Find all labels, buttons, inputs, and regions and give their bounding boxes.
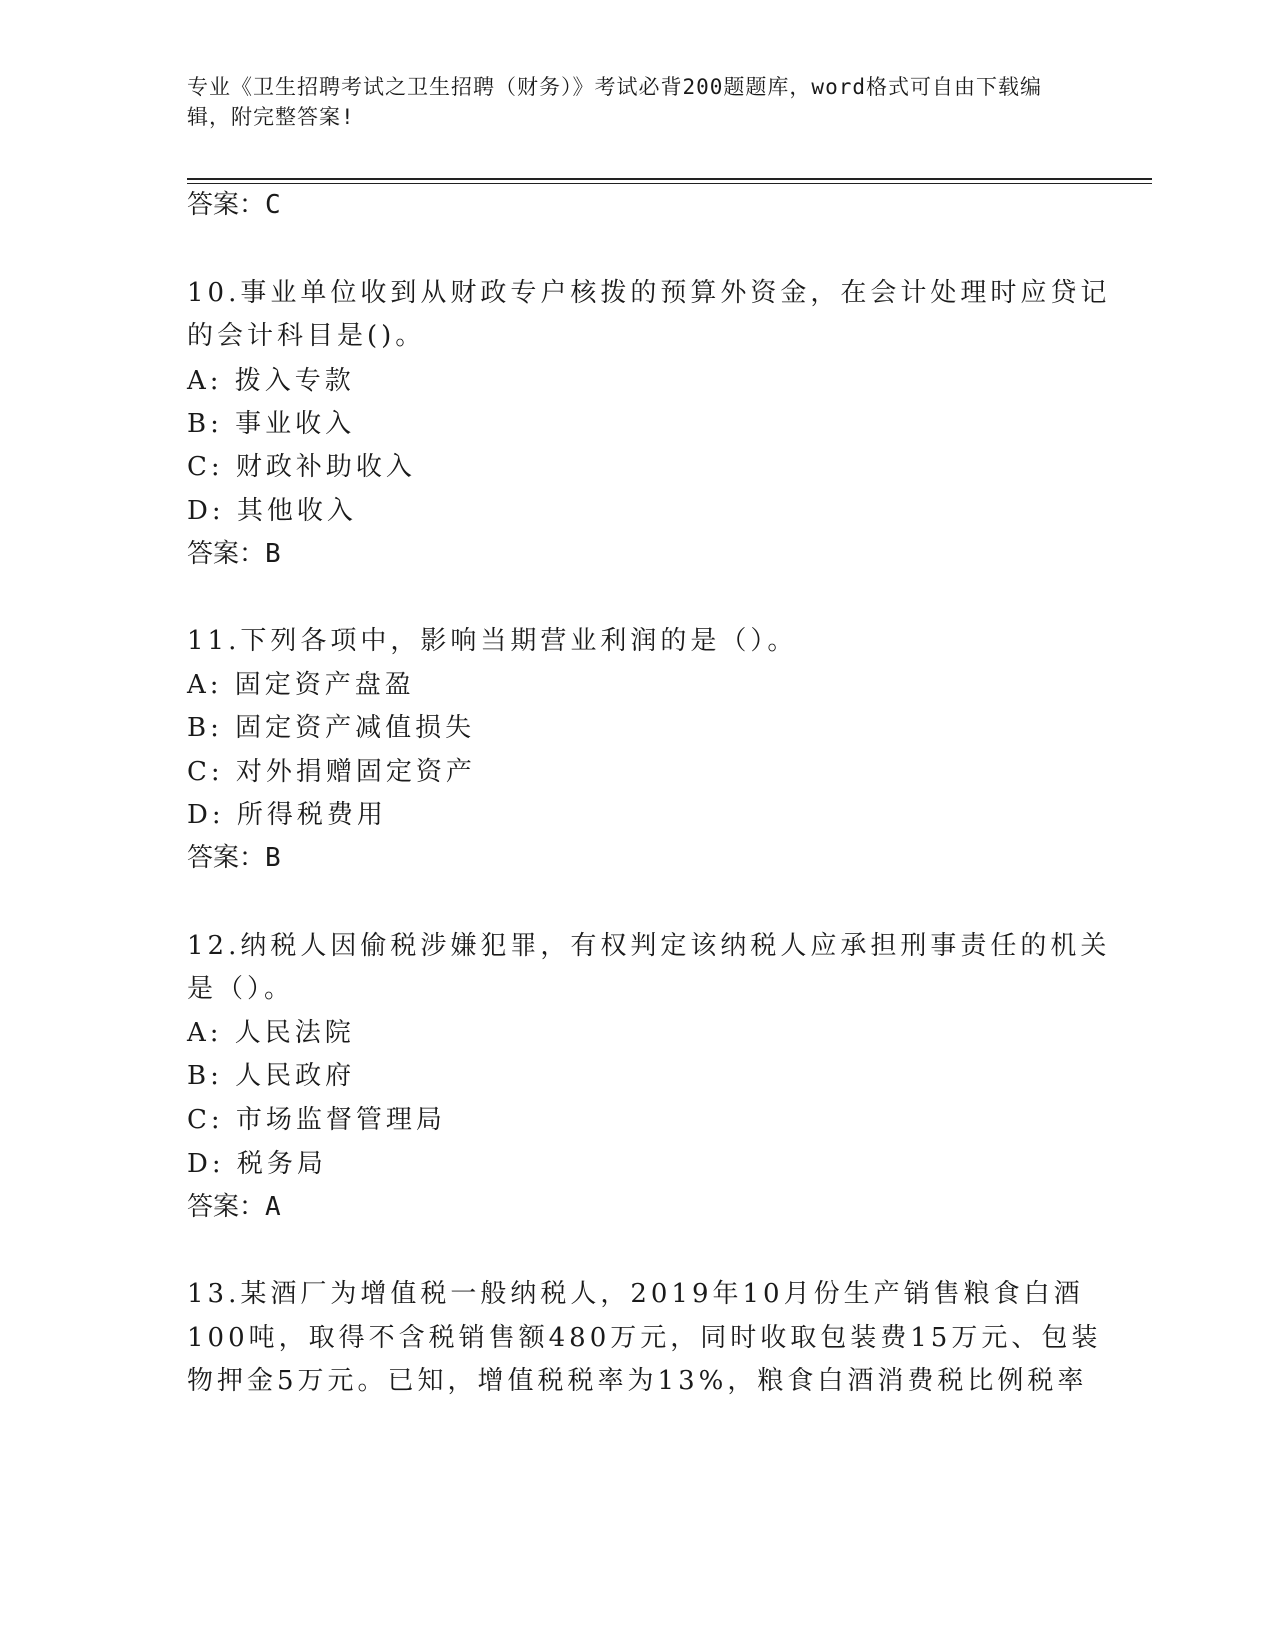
question-12-option-d: D: 税务局	[187, 1149, 327, 1179]
answer-label: 答案：	[187, 539, 266, 569]
question-10-option-a: A: 拨入专款	[187, 366, 355, 396]
question-13-line-1: 13.某酒厂为增值税一般纳税人，2019年10月份生产销售粮食白酒	[187, 1279, 1084, 1309]
answer-value: B	[265, 843, 281, 873]
question-13-line-2: 100吨，取得不含税销售额480万元，同时收取包装费15万元、包装	[187, 1323, 1102, 1353]
question-11-option-b: B: 固定资产减值损失	[187, 713, 476, 743]
question-10-option-d: D: 其他收入	[187, 496, 357, 526]
header-rule-thick	[187, 178, 1152, 180]
question-11-option-a: A: 固定资产盘盈	[187, 670, 415, 700]
question-11-line-1: 11.下列各项中，影响当期营业利润的是（）。	[187, 626, 798, 656]
answer-label: 答案：	[187, 1192, 266, 1222]
question-10-option-b: B: 事业收入	[187, 409, 356, 439]
answer-value: A	[265, 1192, 281, 1222]
question-12-line-1: 12.纳税人因偷税涉嫌犯罪，有权判定该纳税人应承担刑事责任的机关	[187, 931, 1111, 961]
question-12-option-b: B: 人民政府	[187, 1061, 356, 1091]
answer-line	[187, 190, 281, 220]
question-12-line-2: 是（）。	[187, 974, 295, 1004]
question-10-option-c: C: 财政补助收入	[187, 452, 416, 482]
question-12-option-a: A: 人民法院	[187, 1018, 355, 1048]
question-10-line-2: 的会计科目是()。	[187, 321, 426, 351]
question-10-answer	[187, 539, 281, 569]
question-11-option-d: D: 所得税费用	[187, 800, 387, 830]
answer-value: C	[265, 190, 281, 220]
answer-value: B	[265, 539, 281, 569]
answer-label: 答案：	[187, 190, 266, 220]
header-rule-thin	[187, 183, 1152, 184]
question-12-option-c: C: 市场监督管理局	[187, 1105, 446, 1135]
answer-label: 答案：	[187, 843, 266, 873]
question-10-line-1: 10.事业单位收到从财政专户核拨的预算外资金，在会计处理时应贷记	[187, 278, 1111, 308]
document-header: 专业《卫生招聘考试之卫生招聘（财务）》考试必背200题题库，word格式可自由下载编辑，附完整答案!	[187, 75, 1042, 129]
question-12-answer	[187, 1192, 281, 1222]
question-11-option-c: C: 对外捐赠固定资产	[187, 757, 476, 787]
question-13-line-3: 物押金5万元。已知，增值税税率为13%，粮食白酒消费税比例税率	[187, 1366, 1088, 1396]
question-11-answer	[187, 843, 281, 873]
